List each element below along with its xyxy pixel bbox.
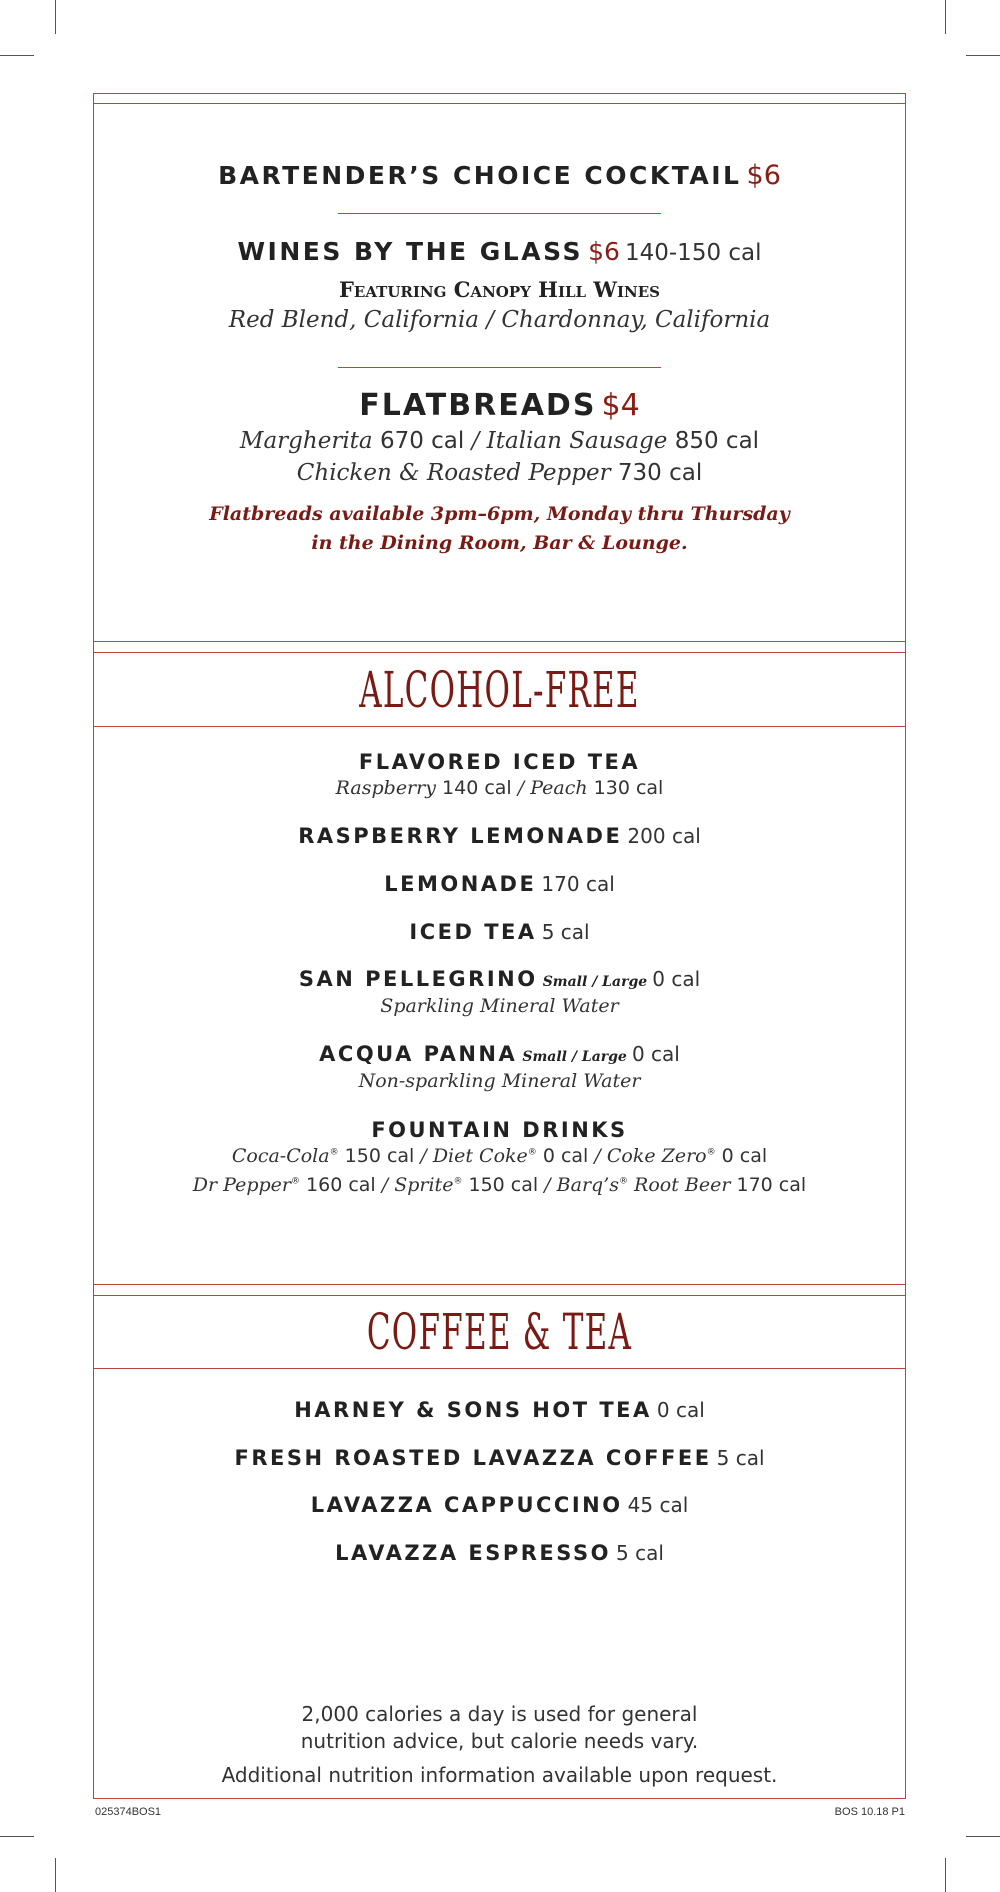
section-title: COFFEE & TEA bbox=[366, 1303, 633, 1361]
section-divider bbox=[93, 652, 906, 653]
registered-mark: ® bbox=[290, 1176, 300, 1187]
drink-name-suffix: Root Beer bbox=[634, 1174, 731, 1196]
registered-mark: ® bbox=[527, 1147, 537, 1158]
item-name: ICED TEA bbox=[409, 920, 537, 944]
drink-name: Dr Pepper bbox=[192, 1174, 291, 1196]
option-name: Peach bbox=[530, 777, 588, 799]
registered-mark: ® bbox=[619, 1176, 628, 1187]
item-size: Small / Large bbox=[522, 1049, 627, 1065]
disclaimer-line: nutrition advice, but calorie needs vary. bbox=[300, 1729, 699, 1753]
item-price: $6 bbox=[746, 160, 781, 191]
option-calories: 140 cal bbox=[442, 777, 512, 799]
drink-calories: 0 cal bbox=[542, 1145, 589, 1167]
item-size: Small / Large bbox=[542, 974, 648, 990]
item-name: RASPBERRY LEMONADE bbox=[298, 824, 623, 848]
crop-mark bbox=[0, 1836, 34, 1837]
item-price: $4 bbox=[601, 388, 640, 423]
separator: / bbox=[594, 1145, 601, 1167]
item-name: ACQUA PANNA bbox=[319, 1042, 518, 1066]
registered-mark: ® bbox=[453, 1176, 463, 1187]
raspberry-lemonade-item bbox=[93, 824, 906, 848]
drink-calories: 150 cal bbox=[468, 1174, 539, 1196]
separator: / bbox=[544, 1174, 551, 1196]
registered-mark: ® bbox=[706, 1147, 716, 1158]
item-calories: 0 cal bbox=[656, 1398, 705, 1422]
flatbread-name: Margherita bbox=[239, 428, 373, 454]
section-divider bbox=[93, 1284, 906, 1285]
note-line: Flatbreads available 3pm–6pm, Monday thru Thursday bbox=[209, 503, 790, 525]
coffee-tea-item bbox=[93, 1541, 906, 1565]
item-description: Sparkling Mineral Water bbox=[380, 995, 619, 1017]
separator: / bbox=[517, 777, 525, 799]
flavored-iced-tea-item bbox=[93, 750, 906, 774]
item-calories: 170 cal bbox=[541, 872, 615, 896]
item-calories: 0 cal bbox=[652, 967, 701, 991]
flatbreads-line-2 bbox=[93, 460, 906, 486]
item-name: HARNEY & SONS HOT TEA bbox=[294, 1398, 652, 1422]
acqua-panna-item bbox=[93, 1042, 906, 1066]
wines-item bbox=[93, 237, 906, 266]
separator: / bbox=[420, 1145, 427, 1167]
item-name: WINES BY THE GLASS bbox=[237, 237, 583, 266]
fountain-drinks-line-1 bbox=[93, 1145, 906, 1167]
item-calories: 5 cal bbox=[616, 1541, 664, 1565]
item-name: BARTENDER’S CHOICE COCKTAIL bbox=[218, 161, 742, 190]
item-name: FLATBREADS bbox=[359, 388, 597, 423]
item-name: LEMONADE bbox=[384, 872, 537, 896]
section-title: ALCOHOL-FREE bbox=[359, 661, 640, 719]
drink-name: Diet Coke bbox=[432, 1145, 528, 1167]
item-name: FOUNTAIN DRINKS bbox=[371, 1118, 628, 1142]
section-divider bbox=[93, 1368, 906, 1369]
iced-tea-item bbox=[93, 920, 906, 944]
flatbread-calories: 850 cal bbox=[674, 428, 760, 454]
crop-mark bbox=[966, 1836, 1000, 1837]
item-description: Non-sparkling Mineral Water bbox=[358, 1070, 641, 1092]
option-calories: 130 cal bbox=[593, 777, 664, 799]
note-line: in the Dining Room, Bar & Lounge. bbox=[311, 532, 688, 554]
drink-name: Barq’s bbox=[556, 1174, 619, 1196]
frame-inner-rule bbox=[93, 103, 906, 104]
item-calories: 45 cal bbox=[627, 1493, 689, 1517]
print-code-left: 025374BOS1 bbox=[95, 1806, 162, 1818]
lemonade-item bbox=[93, 872, 906, 896]
section-divider bbox=[93, 1295, 906, 1296]
drink-calories: 0 cal bbox=[721, 1145, 768, 1167]
item-calories: 5 cal bbox=[541, 920, 590, 944]
item-name: FLAVORED ICED TEA bbox=[358, 750, 641, 774]
flatbread-calories: 670 cal bbox=[379, 428, 465, 454]
crop-mark bbox=[55, 1858, 56, 1892]
crop-mark bbox=[0, 55, 34, 56]
coffee-tea-item bbox=[93, 1493, 906, 1517]
drink-calories: 160 cal bbox=[306, 1174, 376, 1196]
coffee-tea-item bbox=[93, 1446, 906, 1470]
flatbreads-line-1 bbox=[93, 428, 906, 454]
disclaimer-line: 2,000 calories a day is used for general bbox=[301, 1702, 698, 1726]
coffee-tea-item bbox=[93, 1398, 906, 1422]
registered-mark: ® bbox=[329, 1147, 339, 1158]
flatbreads-availability-note bbox=[93, 500, 906, 558]
disclaimer-line: Additional nutrition information available upon request. bbox=[221, 1763, 778, 1787]
drink-name: Coca-Cola bbox=[231, 1145, 330, 1167]
wines-varietals: Red Blend, California / Chardonnay, California bbox=[228, 307, 771, 333]
item-price: $6 bbox=[588, 237, 620, 266]
item-calories: 140-150 cal bbox=[624, 240, 762, 266]
san-pellegrino-item bbox=[93, 967, 906, 991]
item-name: LAVAZZA ESPRESSO bbox=[335, 1541, 611, 1565]
wines-featuring: Featuring Canopy Hill Wines bbox=[339, 277, 660, 302]
crop-mark bbox=[945, 1858, 946, 1892]
item-name: LAVAZZA CAPPUCCINO bbox=[310, 1493, 623, 1517]
drink-name: Coke Zero bbox=[606, 1145, 707, 1167]
bartender-cocktail-item bbox=[93, 160, 906, 191]
item-name: SAN PELLEGRINO bbox=[298, 967, 538, 991]
fountain-drinks-line-2 bbox=[93, 1174, 906, 1196]
crop-mark bbox=[945, 0, 946, 34]
calorie-disclaimer bbox=[93, 1701, 906, 1789]
print-code-right: BOS 10.18 P1 bbox=[834, 1806, 905, 1818]
section-divider bbox=[93, 641, 906, 642]
coffee-tea-heading bbox=[93, 1303, 906, 1361]
short-divider bbox=[338, 367, 661, 368]
drink-calories: 170 cal bbox=[736, 1174, 807, 1196]
drink-calories: 150 cal bbox=[344, 1145, 415, 1167]
crop-mark bbox=[966, 55, 1000, 56]
item-name: FRESH ROASTED LAVAZZA COFFEE bbox=[234, 1446, 712, 1470]
alcohol-free-heading bbox=[93, 661, 906, 719]
separator: / bbox=[471, 428, 480, 454]
flatbread-name: Chicken & Roasted Pepper bbox=[296, 460, 611, 486]
separator: / bbox=[381, 1174, 389, 1196]
item-calories: 5 cal bbox=[716, 1446, 765, 1470]
item-calories: 200 cal bbox=[627, 824, 701, 848]
crop-mark bbox=[55, 0, 56, 34]
item-calories: 0 cal bbox=[631, 1042, 680, 1066]
flatbreads-item bbox=[93, 388, 906, 423]
flatbread-name: Italian Sausage bbox=[486, 428, 668, 454]
section-divider bbox=[93, 726, 906, 727]
option-name: Raspberry bbox=[335, 777, 436, 799]
fountain-drinks-item bbox=[93, 1118, 906, 1142]
flavored-iced-tea-options bbox=[93, 777, 906, 799]
drink-name: Sprite bbox=[394, 1174, 454, 1196]
short-divider bbox=[338, 213, 661, 214]
flatbread-calories: 730 cal bbox=[617, 460, 703, 486]
